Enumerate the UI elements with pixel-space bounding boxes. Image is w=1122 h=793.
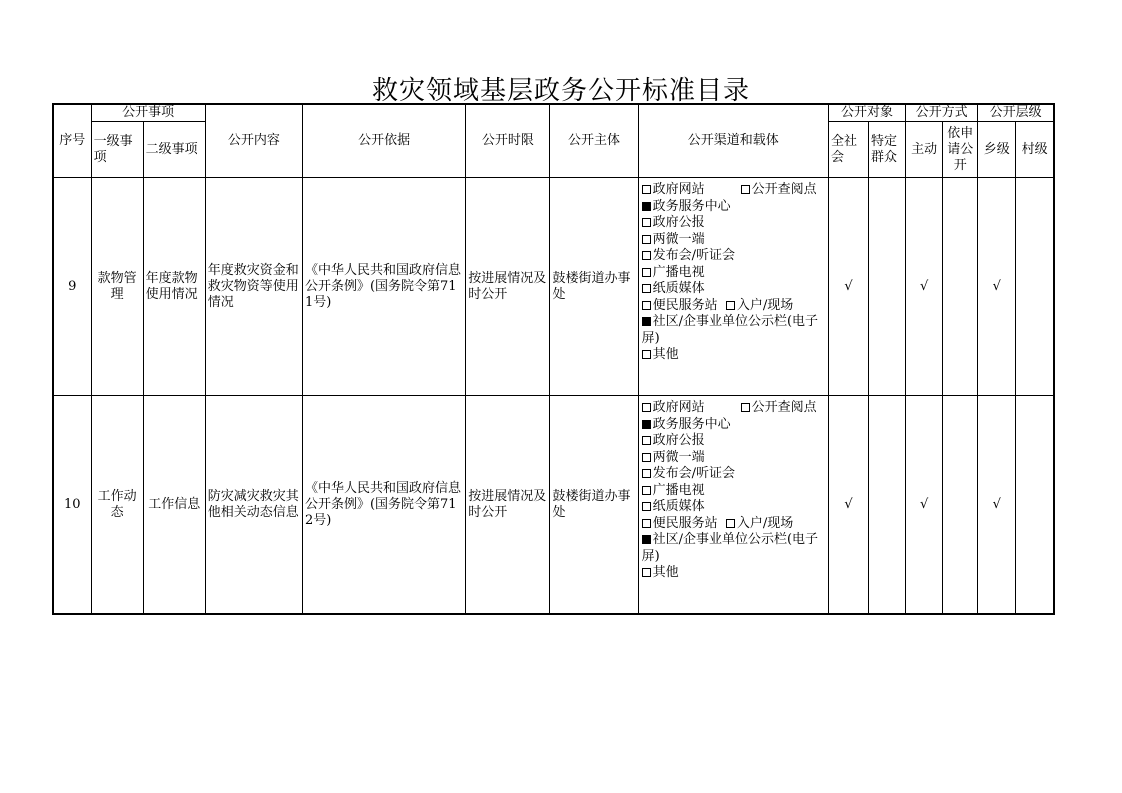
checkbox-empty-icon <box>642 268 651 277</box>
channel-broadcast: 广播电视 <box>652 482 705 498</box>
header-seq: 序号 <box>53 104 91 178</box>
channel-press: 发布会/听证会 <box>652 466 735 481</box>
header-items-group: 公开事项 <box>91 104 205 122</box>
page-title: 救灾领域基层政务公开标准目录 <box>371 76 750 106</box>
checkbox-checked-icon <box>642 317 651 326</box>
catalog-table <box>52 103 1055 615</box>
row-subject: 鼓楼街道办事处 <box>550 178 638 396</box>
header-level1: 一级事项 <box>91 122 143 178</box>
checkbox-checked-icon <box>642 202 651 211</box>
channel-service-station: 便民服务站 <box>652 515 718 531</box>
checkbox-checked-icon <box>642 535 651 544</box>
header-content: 公开内容 <box>205 104 302 178</box>
header-level-town: 乡级 <box>978 122 1016 178</box>
channel-service-center: 政务服务中心 <box>652 416 731 432</box>
row-subject: 鼓楼街道办事处 <box>550 396 638 615</box>
channel-paper: 纸质媒体 <box>652 499 705 514</box>
table-row <box>53 396 1054 615</box>
row-level-village <box>1016 396 1054 615</box>
row-channels <box>638 178 828 396</box>
header-level-group: 公开层级 <box>978 104 1054 122</box>
row-method-apply <box>943 396 978 615</box>
checkbox-empty-icon <box>642 453 651 462</box>
row-method-active: √ <box>906 396 943 615</box>
header-row-1 <box>53 104 1054 122</box>
channel-gov-site: 政府网站 <box>652 182 705 197</box>
row-method-active: √ <box>906 178 943 396</box>
header-basis: 公开依据 <box>302 104 465 178</box>
checkbox-empty-icon <box>642 251 651 260</box>
channel-service-station: 便民服务站 <box>652 297 718 313</box>
row-time-limit: 按进展情况及时公开 <box>466 178 550 396</box>
row-seq: 10 <box>53 396 91 615</box>
checkbox-empty-icon <box>642 218 651 227</box>
channel-query-point: 公开查阅点 <box>751 182 817 197</box>
checkbox-empty-icon <box>642 436 651 445</box>
header-channel: 公开渠道和载体 <box>638 104 828 178</box>
row-target-specific <box>869 178 906 396</box>
checkbox-empty-icon <box>642 284 651 293</box>
channel-door: 入户/现场 <box>736 515 794 531</box>
row-content: 防灾减灾救灾其他相关动态信息 <box>205 396 302 615</box>
channel-broadcast: 广播电视 <box>652 264 705 280</box>
channel-other: 其他 <box>652 565 679 580</box>
checkbox-empty-icon <box>726 519 735 528</box>
row-level2: 工作信息 <box>143 396 205 615</box>
row-target-specific <box>869 396 906 615</box>
table-row <box>53 178 1054 396</box>
channel-two-wei: 两微一端 <box>652 231 705 247</box>
checkbox-empty-icon <box>642 185 651 194</box>
header-target-specific: 特定群众 <box>869 122 906 178</box>
checkbox-empty-icon <box>642 350 651 359</box>
row-level-village <box>1016 178 1054 396</box>
header-target-all: 全社会 <box>828 122 868 178</box>
checkbox-empty-icon <box>642 519 651 528</box>
checkbox-empty-icon <box>642 486 651 495</box>
row-method-apply <box>943 178 978 396</box>
header-level-village: 村级 <box>1016 122 1054 178</box>
header-method-apply: 依申请公开 <box>943 122 978 178</box>
header-time-limit: 公开时限 <box>466 104 550 178</box>
checkbox-empty-icon <box>741 403 750 412</box>
checkbox-empty-icon <box>642 403 651 412</box>
row-level-town: √ <box>978 396 1016 615</box>
channel-gazette: 政府公报 <box>652 433 705 448</box>
row-target-all: √ <box>828 396 868 615</box>
channel-two-wei: 两微一端 <box>652 449 705 465</box>
channel-door: 入户/现场 <box>736 297 794 313</box>
checkbox-empty-icon <box>642 502 651 511</box>
checkbox-checked-icon <box>642 420 651 429</box>
header-subject: 公开主体 <box>550 104 638 178</box>
channel-other: 其他 <box>652 347 679 362</box>
header-method-active: 主动 <box>906 122 943 178</box>
row-channels <box>638 396 828 615</box>
checkbox-empty-icon <box>642 469 651 478</box>
row-level1: 款物管理 <box>91 178 143 396</box>
row-target-all: √ <box>828 178 868 396</box>
row-seq: 9 <box>53 178 91 396</box>
channel-bulletin: 社区/企事业单位公示栏(电子屏) <box>641 532 819 564</box>
channel-press: 发布会/听证会 <box>652 248 735 263</box>
row-basis: 《中华人民共和国政府信息公开条例》(国务院令第712号) <box>302 396 465 615</box>
row-content: 年度救灾资金和救灾物资等使用情况 <box>205 178 302 396</box>
checkbox-empty-icon <box>741 185 750 194</box>
row-level-town: √ <box>978 178 1016 396</box>
checkbox-empty-icon <box>642 301 651 310</box>
row-time-limit: 按进展情况及时公开 <box>466 396 550 615</box>
header-level2: 二级事项 <box>143 122 205 178</box>
checkbox-empty-icon <box>642 235 651 244</box>
channel-query-point: 公开查阅点 <box>751 400 817 415</box>
channel-paper: 纸质媒体 <box>652 281 705 296</box>
header-target-group: 公开对象 <box>828 104 905 122</box>
checkbox-empty-icon <box>726 301 735 310</box>
checkbox-empty-icon <box>642 568 651 577</box>
row-level2: 年度款物使用情况 <box>143 178 205 396</box>
channel-gov-site: 政府网站 <box>652 400 705 415</box>
channel-bulletin: 社区/企事业单位公示栏(电子屏) <box>641 314 819 346</box>
channel-service-center: 政务服务中心 <box>652 198 731 214</box>
channel-gazette: 政府公报 <box>652 215 705 230</box>
row-basis: 《中华人民共和国政府信息公开条例》(国务院令第711号) <box>302 178 465 396</box>
row-level1: 工作动态 <box>91 396 143 615</box>
header-method-group: 公开方式 <box>906 104 978 122</box>
